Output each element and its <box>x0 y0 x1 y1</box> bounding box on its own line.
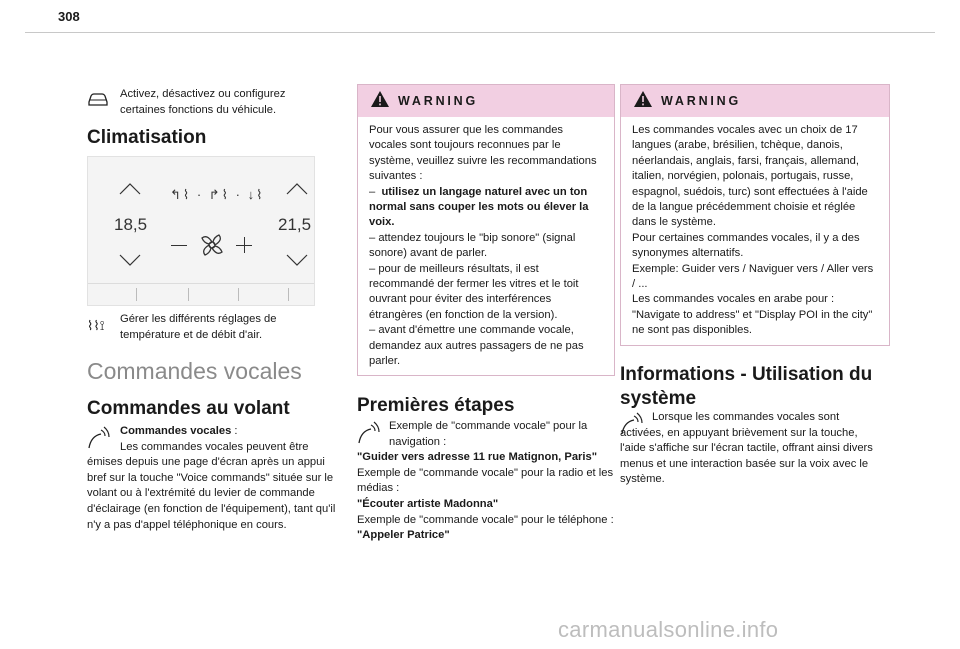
chevron-up-icon <box>286 183 308 195</box>
warning-box-languages <box>620 84 890 346</box>
warning-line: Les commandes vocales en arabe pour : "Navigate to address" et "Display POI in the city" ne sont pas disponibles. <box>632 293 873 337</box>
page-number: 308 <box>58 9 80 24</box>
bar-tick <box>136 288 137 301</box>
example-radio-intro: Exemple de "commande vocale" pour la radio et les médias : <box>357 466 614 495</box>
warning-bullet: – attendez toujours le "bip sonore" (signal sonore) avant de parler. <box>369 231 576 260</box>
bar-tick <box>238 288 239 301</box>
temperature-left[interactable]: 18,5 <box>114 215 148 234</box>
warning-line: Pour vous assurer que les commandes vocales sont toujours reconnues par le système, veuillez suivre les recommandations suivantes : <box>369 124 597 183</box>
climate-seat-icon: ⌇⌇⟟ <box>87 318 105 333</box>
info-heading: Informations - Utilisation du système <box>620 364 873 409</box>
warning-body <box>621 117 889 339</box>
warning-triangle-icon <box>633 90 653 113</box>
steering-heading: Commandes au volant <box>87 398 290 419</box>
example-radio: "Écouter artiste Madonna" <box>357 497 499 510</box>
climate-caption: Gérer les différents réglages de température et de débit d'air. <box>120 313 277 341</box>
temperature-right[interactable]: 21,5 <box>278 215 312 234</box>
climatisation-heading: Climatisation <box>87 127 207 148</box>
warning-line: Pour certaines commandes vocales, il y a des synonymes alternatifs. <box>632 231 860 260</box>
fan-icon <box>198 231 226 264</box>
warning-title: WARNING <box>661 94 742 108</box>
climate-bottom-bar <box>88 283 314 305</box>
voice-commands-label-suffix: : <box>231 425 238 437</box>
chevron-down-icon <box>286 254 308 266</box>
fan-increase-button[interactable] <box>236 237 252 253</box>
premieres-heading: Premières étapes <box>357 395 515 416</box>
warning-bullet: – pour de meilleurs résultats, il est recommandé der fermer les vitres et le toit ouvrant pour éviter des interférences étrangères (en fonction de la version). <box>369 262 579 321</box>
warning-header <box>621 85 889 117</box>
bar-tick <box>288 288 289 301</box>
bar-tick <box>188 288 189 301</box>
info-block <box>620 410 882 488</box>
car-icon <box>87 91 113 111</box>
warning-line: Exemple: Guider vers / Naviguer vers / Aller vers / ... <box>632 262 874 291</box>
fan-decrease-button[interactable] <box>171 245 187 246</box>
top-divider <box>25 32 935 33</box>
steering-voice-icon <box>620 412 646 441</box>
warning-line: Les commandes vocales avec un choix de 17 langues (arabe, brésilien, tchèque, danois, néerlandais, anglais, farsi, français, allemand, italien, norvégien, polonais, portugais, russe, espagnol, suédois, turc) sont effectuées à l'aide de la langue précédemment choisie et réglée dans le système. <box>632 124 868 229</box>
intro-text: Activez, désactivez ou configurez certaines fonctions du véhicule. <box>120 88 286 116</box>
info-text: Lorsque les commandes vocales sont activées, en appuyant brièvement sur la touche, l'aide s'affiche sur l'écran tactile, offrant ainsi divers menus et une interaction basée sur la voix avec le système. <box>620 411 873 486</box>
warning-bullet: – avant d'émettre une commande vocale, demandez aux autres passagers de ne pas parler. <box>369 324 584 368</box>
premieres-intro: Exemple de "commande vocale" pour la navigation : <box>389 420 588 448</box>
warning-bullet <box>369 185 603 231</box>
airflow-modes[interactable]: ↰⌇ · ↱⌇ · ↓⌇ <box>170 187 265 202</box>
warning-bullet-bold: utilisez un langage naturel avec un ton normal sans couper les mots ou élever la voix. <box>369 185 589 229</box>
voice-commands-label: Commandes vocales <box>120 425 232 437</box>
chevron-up-icon <box>119 183 141 195</box>
warning-body <box>358 117 614 370</box>
example-phone-intro: Exemple de "commande vocale" pour le téléphone : <box>357 513 614 526</box>
voice-commands-block <box>87 424 339 533</box>
warning-header <box>358 85 614 117</box>
chevron-down-icon <box>119 254 141 266</box>
voice-commands-text: Les commandes vocales peuvent être émises depuis une page d'écran après un appui bref sur la touche "Voice commands" située sur le volant ou à l'extrémité du levier de commande d'éclairage (en fonction de l'équipement), tant qu'il n'y a pas d'appel téléphonique en cours. <box>87 440 336 531</box>
premieres-block <box>357 419 615 544</box>
bullet-dash: – <box>369 185 376 198</box>
climate-panel <box>87 156 315 306</box>
example-phone: "Appeler Patrice" <box>357 529 450 542</box>
steering-voice-icon <box>357 421 383 450</box>
steering-voice-icon <box>87 426 113 455</box>
example-navigation: "Guider vers adresse 11 rue Matignon, Paris" <box>357 451 598 464</box>
climate-caption-row <box>87 312 327 343</box>
warning-box-voice-tips <box>357 84 615 376</box>
watermark: carmanualsonline.info <box>558 617 779 642</box>
warning-title: WARNING <box>398 94 479 108</box>
warning-triangle-icon <box>370 90 390 113</box>
intro-row <box>87 87 327 118</box>
section-title: Commandes vocales <box>87 358 302 384</box>
